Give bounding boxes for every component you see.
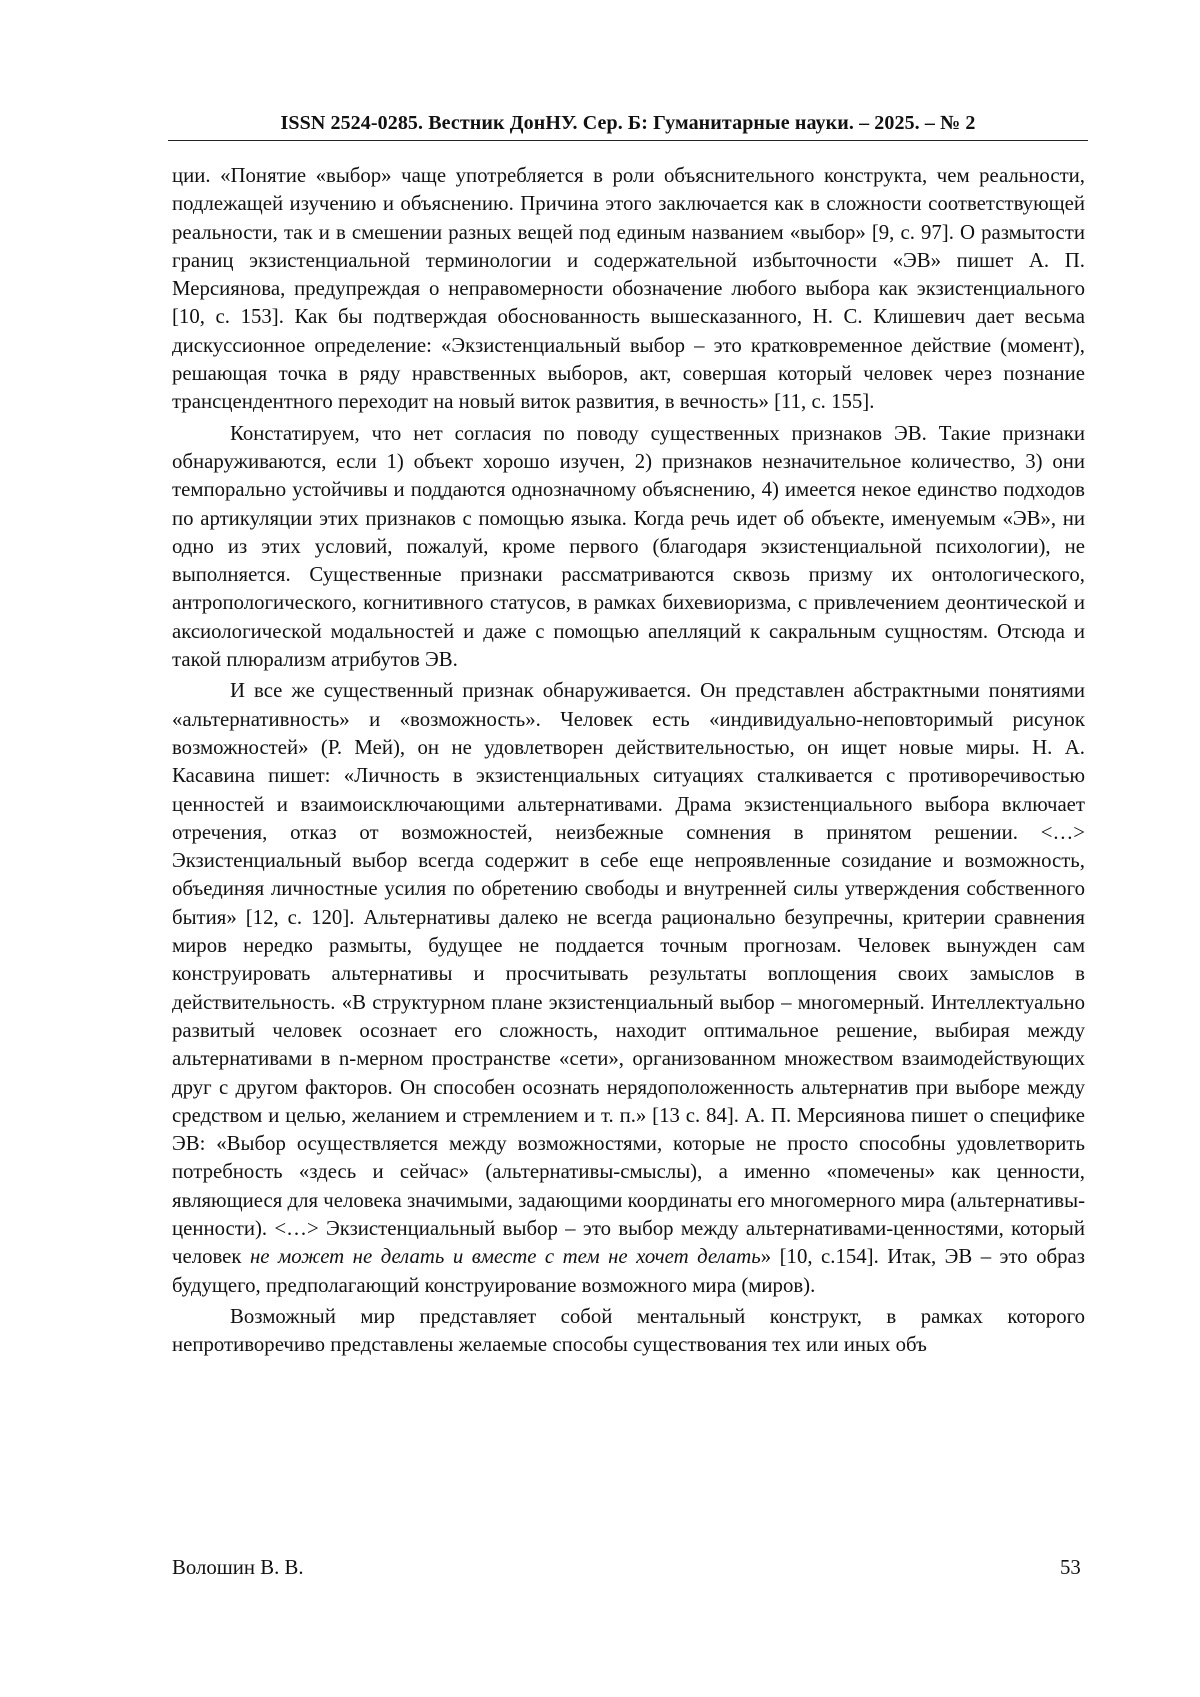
paragraph-3-text-a: И все же существенный признак обнаруживается. Он представлен абстрактными понятиями «альтернативность» и «возможность». Человек есть «индивидуально-неповторимый рисунок возможностей» (Р. Мей), он не удовлетворен действительностью, он ищет новые миры. Н. А. Касавина пишет: «Личность в экзистенциальных ситуациях сталкивается с противоречивостью ценностей и взаимоисключающими альтернативами. Драма экзистенциального выбора включает отречения, отказ от возможностей, неизбежные сомнения в принятом решении. <…> Экзистенциальный выбор всегда содержит в себе еще непроявленные созидание и возможность, объединяя личностные усилия по обретению свободы и внутренней силы утверждения собственного бытия» [12, с. 120]. Альтернативы далеко не всегда рационально безупречны, критерии сравнения миров нередко размыты, будущее не поддается точным прогнозам. Человек вынужден сам конструировать альтернативы и просчитывать результаты воплощения своих замыслов в действительность. «В структурном плане экзистенциальный выбор – многомерный. Интеллектуально развитый человек осознает его сложность, находит оптимальное решение, выбирая между альтернативами в n-мерном пространстве «сети», организованном множеством взаимодействующих друг с другом факторов. Он способен осознать нерядоположенность альтернатив при выборе между средством и целью, желанием и стремлением и т. п.» [13 с. 84]. А. П. Мерсиянова пишет о специфике ЭВ: «Выбор осуществляется между возможностями, которые не просто способны удовлетворить потребность «здесь и сейчас» (альтернативы-смыслы), а именно «помечены» как ценности, являющиеся для человека значимыми, задающими координаты его многомерного мира (альтернативы-ценности). <…> Экзистенциальный выбор – это выбор между альтернативами-ценностями, который человек <box>172 679 1085 1269</box>
paragraph-4: Возможный мир представляет собой ментальный конструкт, в рамках которого непротиворечиво представлены желаемые способы существования тех или иных объ <box>172 1304 1085 1357</box>
paragraph-2: Констатируем, что нет согласия по поводу существенных признаков ЭВ. Такие признаки обнаруживаются, если 1) объект хорошо изучен, 2) признаков незначительное количество, 3) они темпорально устойчивы и поддаются однозначному объяснению, 4) имеется некое единство подходов по артикуляции этих признаков с помощью языка. Когда речь идет об объекте, именуемым «ЭВ», ни одно из этих условий, пожалуй, кроме первого (благодаря экзистенциальной психологии), не выполняется. Существенные признаки рассматриваются сквозь призму их онтологического, антропологического, когнитивного статусов, в рамках бихевиоризма, с привлечением деонтической и аксиологической модальностей и даже с помощью апелляций к сакральным сущностям. Отсюда и такой плюрализм атрибутов ЭВ. <box>172 421 1085 672</box>
paragraph-3-italic: не может не делать и вместе с тем не хочет делать <box>249 1245 761 1269</box>
paragraph-1: ции. «Понятие «выбор» чаще употребляется в роли объяснительного конструкта, чем реальности, подлежащей изучению и объяснению. Причина этого заключается как в сложности соответствующей реальности, так и в смешении разных вещей под единым названием «выбор» [9, с. 97]. О размытости границ экзистенциальной терминологии и содержательной избыточности «ЭВ» пишет А. П. Мерсиянова, предупреждая о неправомерности обозначение любого выбора как экзистенциального [10, с. 153]. Как бы подтверждая обоснованность вышесказанного, Н. С. Клишевич дает весьма дискуссионное определение: «Экзистенциальный выбор – это кратковременное действие (момент), решающая точка в ряду нравственных выборов, акт, совершая который человек через познание трансцендентного переходит на новый виток развития, в вечность» [11, с. 155]. <box>172 164 1085 414</box>
article-body <box>172 162 1085 1362</box>
header-rule <box>168 140 1088 141</box>
paragraph-3-text-b: » [10, с.154]. Итак, ЭВ – это образ будущего, предполагающий конструирование возможного мира (миров). <box>172 1245 1085 1297</box>
journal-header: ISSN 2524-0285. Вестник ДонНУ. Сер. Б: Гуманитарные науки. – 2025. – № 2 <box>280 112 976 134</box>
paragraph-3 <box>172 677 1085 1300</box>
page-number: 53 <box>1060 1556 1081 1579</box>
footer-author: Волошин В. В. <box>172 1556 304 1579</box>
